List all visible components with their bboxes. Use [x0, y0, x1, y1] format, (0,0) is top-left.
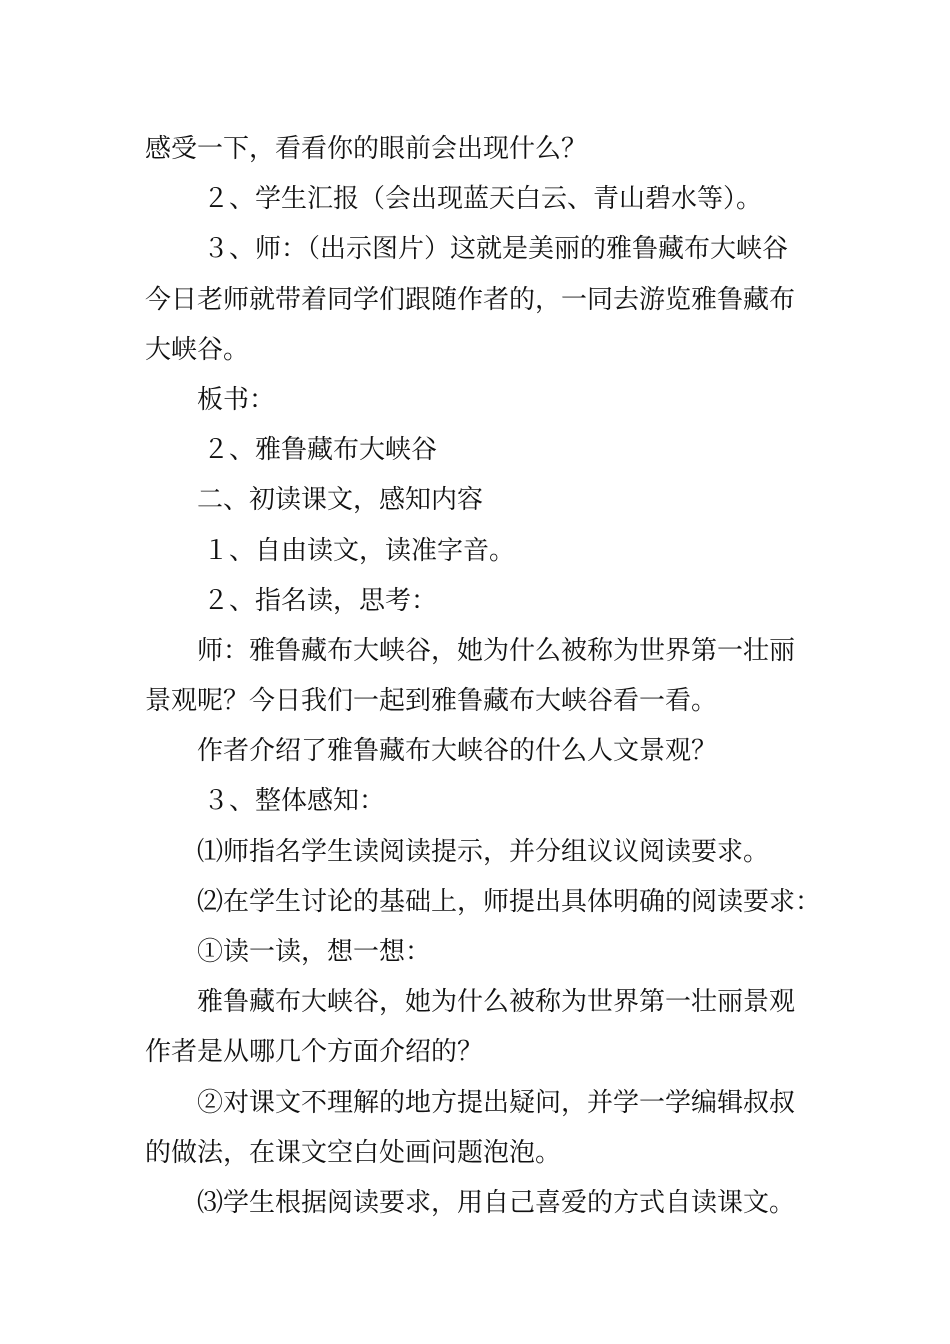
text-line: ３、整体感知： [203, 786, 386, 817]
text-line: ⑵在学生讨论的基础上，师提出具体明确的阅读要求： [197, 886, 822, 917]
text-line: ３、师：（出示图片）这就是美丽的雅鲁藏布大峡谷 [203, 234, 789, 265]
text-line: 的做法，在课文空白处画问题泡泡。 [145, 1137, 562, 1168]
text-line: 感受一下，看看你的眼前会出现什么？ [145, 134, 588, 164]
text-line: ①读一读，想一想： [197, 937, 432, 967]
body-text [145, 124, 822, 1228]
text-line: 作者介绍了雅鲁藏布大峡谷的什么人文景观？ [197, 736, 718, 767]
text-line: 大峡谷。 [145, 334, 250, 365]
text-line: ②对课文不理解的地方提出疑问，并学一学编辑叔叔 [197, 1087, 796, 1118]
section-heading: 二、初读课文，感知内容 [197, 485, 484, 516]
text-line: 雅鲁藏布大峡谷，她为什么被称为世界第一壮丽景观 [197, 987, 796, 1018]
text-line: ２、雅鲁藏布大峡谷 [203, 435, 438, 466]
text-line: 板书： [197, 384, 276, 415]
text-line: 今日老师就带着同学们跟随作者的，一同去游览雅鲁藏布 [145, 284, 796, 315]
text-line: 景观呢？今日我们一起到雅鲁藏布大峡谷看一看。 [145, 686, 718, 717]
text-line: ⑶学生根据阅读要求，用自己喜爱的方式自读课文。 [197, 1187, 796, 1218]
text-line: ⑴师指名学生读阅读提示，并分组议议阅读要求。 [197, 836, 770, 867]
text-line: ２、指名读，思考： [203, 585, 438, 616]
text-line: １、自由读文，读准字音。 [203, 535, 516, 566]
text-line: ２、学生汇报（会出现蓝天白云、青山碧水等）。 [203, 184, 763, 215]
text-line: 师：雅鲁藏布大峡谷，她为什么被称为世界第一壮丽 [197, 635, 796, 666]
text-line: 作者是从哪几个方面介绍的？ [145, 1037, 484, 1068]
